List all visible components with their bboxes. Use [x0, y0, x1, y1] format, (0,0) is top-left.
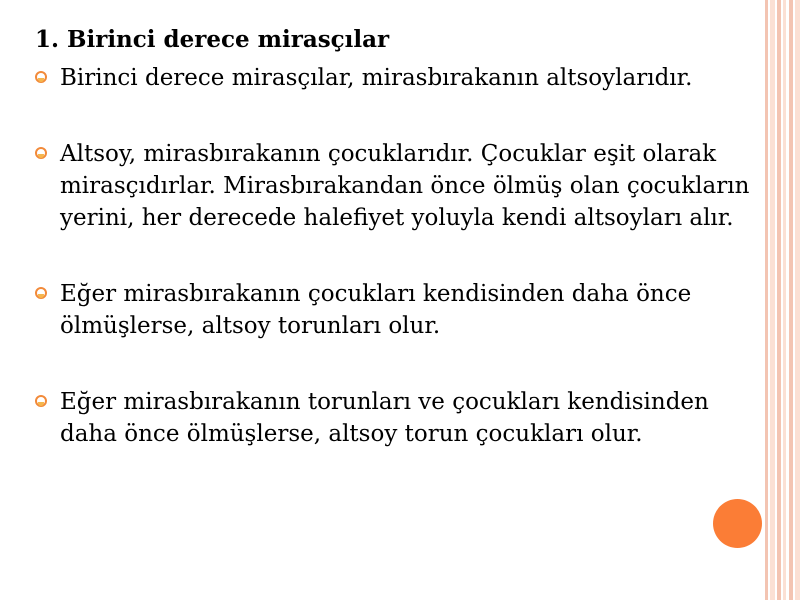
- decorative-stripe: [789, 0, 793, 600]
- bullet-icon: [35, 71, 47, 83]
- bullet-text: Eğer mirasbırakanın torunları ve çocukları kendisinden daha önce ölmüşlerse, altsoy torun çocukları olur.: [60, 389, 709, 447]
- bullet-icon: [35, 287, 47, 299]
- slide-title: 1. Birinci derece mirasçılar: [35, 26, 390, 53]
- bullet-text: Altsoy, mirasbırakanın çocuklarıdır. Çocuklar eşit olarak mirasçıdırlar. Mirasbırakandan önce ölmüş olan çocukların yerini, her derecede halefiyet yoluyla kendi altsoyları alır.: [60, 141, 750, 231]
- bullet-list: [35, 62, 760, 450]
- decorative-stripe: [765, 0, 768, 600]
- list-item: [35, 62, 760, 94]
- decorative-stripe: [777, 0, 781, 600]
- list-item: [35, 138, 760, 234]
- bullet-text: Eğer mirasbırakanın çocukları kendisinden daha önce ölmüşlerse, altsoy torunları olur.: [60, 281, 692, 339]
- decorative-stripe: [770, 0, 775, 600]
- decorative-circle-icon: [713, 499, 762, 548]
- decorative-stripe: [795, 0, 800, 600]
- bullet-icon: [35, 147, 47, 159]
- bullet-icon: [35, 395, 47, 407]
- list-item: [35, 386, 760, 450]
- list-item: [35, 278, 760, 342]
- bullet-text: Birinci derece mirasçılar, mirasbırakanın altsoylarıdır.: [60, 65, 693, 91]
- decorative-stripe: [783, 0, 786, 600]
